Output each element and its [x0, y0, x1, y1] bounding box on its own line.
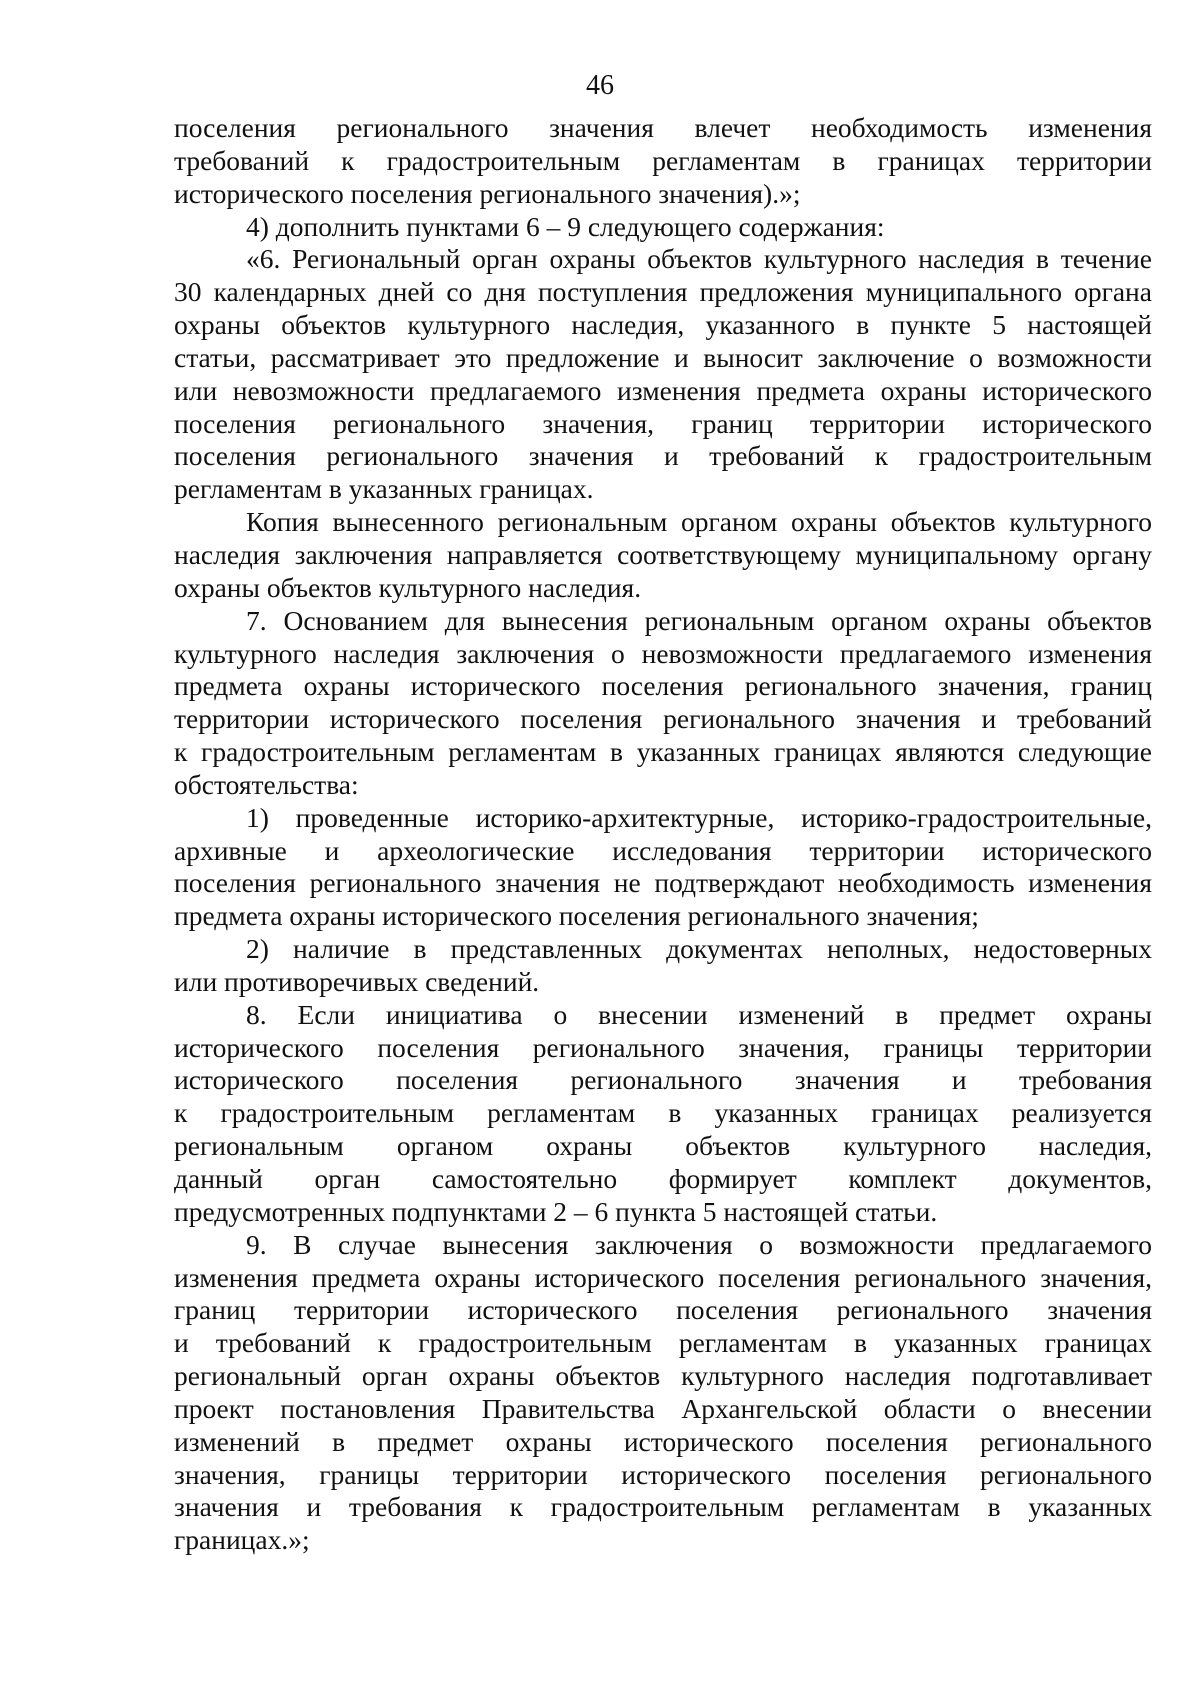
- text-line: территории исторического поселения регионального значения и требований: [174, 703, 1152, 735]
- text-line: и требований к градостроительным регламентам в указанных границах: [174, 1327, 1152, 1359]
- text-line: культурного наследия заключения о невозможности предлагаемого изменения: [174, 637, 1152, 669]
- text-line: предмета охраны исторического поселения регионального значения, границ: [174, 670, 1152, 702]
- text-line: 8. Если инициатива о внесении изменений в предмет охраны: [246, 998, 1152, 1030]
- text-line: изменения предмета охраны исторического поселения регионального значения,: [174, 1261, 1152, 1293]
- text-line: требований к градостроительным регламентам в границах территории: [174, 144, 1152, 176]
- text-line: Копия вынесенного региональным органом охраны объектов культурного: [246, 506, 1152, 538]
- text-line: 30 календарных дней со дня поступления предложения муниципального органа: [174, 276, 1152, 308]
- text-line: поселения регионального значения влечет необходимость изменения: [174, 112, 1152, 143]
- text-line: изменений в предмет охраны исторического поселения регионального: [174, 1425, 1152, 1457]
- text-line: 1) проведенные историко-архитектурные, историко-градостроительные,: [246, 801, 1152, 833]
- text-line: поселения регионального значения, границ территории исторического: [174, 407, 1152, 439]
- text-line: 2) наличие в представленных документах неполных, недостоверных: [246, 933, 1152, 965]
- document-body: [174, 112, 1152, 1557]
- text-line: проект постановления Правительства Архангельской области о внесении: [174, 1392, 1152, 1424]
- text-line: поселения регионального значения не подтверждают необходимость изменения: [174, 867, 1152, 899]
- text-line: данный орган самостоятельно формирует комплект документов,: [174, 1163, 1152, 1194]
- text-line: архивные и археологические исследования территории исторического: [174, 834, 1152, 866]
- text-line: «6. Региональный орган охраны объектов культурного наследия в течение: [246, 243, 1152, 275]
- text-line: поселения регионального значения и требований к градостроительным: [174, 440, 1152, 472]
- text-line: региональным органом охраны объектов культурного наследия,: [174, 1130, 1152, 1162]
- text-line: 4) дополнить пунктами 6 – 9 следующего содержания:: [246, 210, 885, 242]
- text-line: регламентам в указанных границах.: [174, 473, 594, 505]
- text-line: обстоятельства:: [174, 768, 359, 800]
- text-line: или противоречивых сведений.: [174, 965, 540, 997]
- text-line: к градостроительным регламентам в указанных границах являются следующие: [174, 736, 1152, 768]
- text-line: границ территории исторического поселения регионального значения: [174, 1294, 1152, 1326]
- text-line: границах.»;: [174, 1524, 310, 1556]
- text-line: исторического поселения регионального значения и требования: [174, 1064, 1152, 1096]
- text-line: региональный орган охраны объектов культурного наследия подготавливает: [174, 1360, 1152, 1392]
- text-line: к градостроительным регламентам в указанных границах реализуется: [174, 1097, 1152, 1129]
- text-line: охраны объектов культурного наследия, указанного в пункте 5 настоящей: [174, 309, 1152, 341]
- text-line: исторического поселения регионального значения, границы территории: [174, 1031, 1152, 1063]
- text-line: наследия заключения направляется соответствующему муниципальному органу: [174, 538, 1152, 570]
- text-line: предмета охраны исторического поселения регионального значения;: [174, 900, 979, 932]
- text-line: исторического поселения регионального значения).»;: [174, 177, 801, 209]
- text-line: или невозможности предлагаемого изменения предмета охраны исторического: [174, 374, 1152, 406]
- text-line: значения, границы территории исторического поселения регионального: [174, 1458, 1152, 1490]
- text-line: предусмотренных подпунктами 2 – 6 пункта 5 настоящей статьи.: [174, 1195, 938, 1227]
- text-line: охраны объектов культурного наследия.: [174, 571, 642, 603]
- page-number: 46: [586, 70, 614, 101]
- text-line: статьи, рассматривает это предложение и выносит заключение о возможности: [174, 341, 1152, 373]
- text-line: 9. В случае вынесения заключения о возможности предлагаемого: [246, 1228, 1152, 1260]
- text-line: 7. Основанием для вынесения региональным органом охраны объектов: [246, 604, 1152, 636]
- text-line: значения и требования к градостроительным регламентам в указанных: [174, 1491, 1152, 1523]
